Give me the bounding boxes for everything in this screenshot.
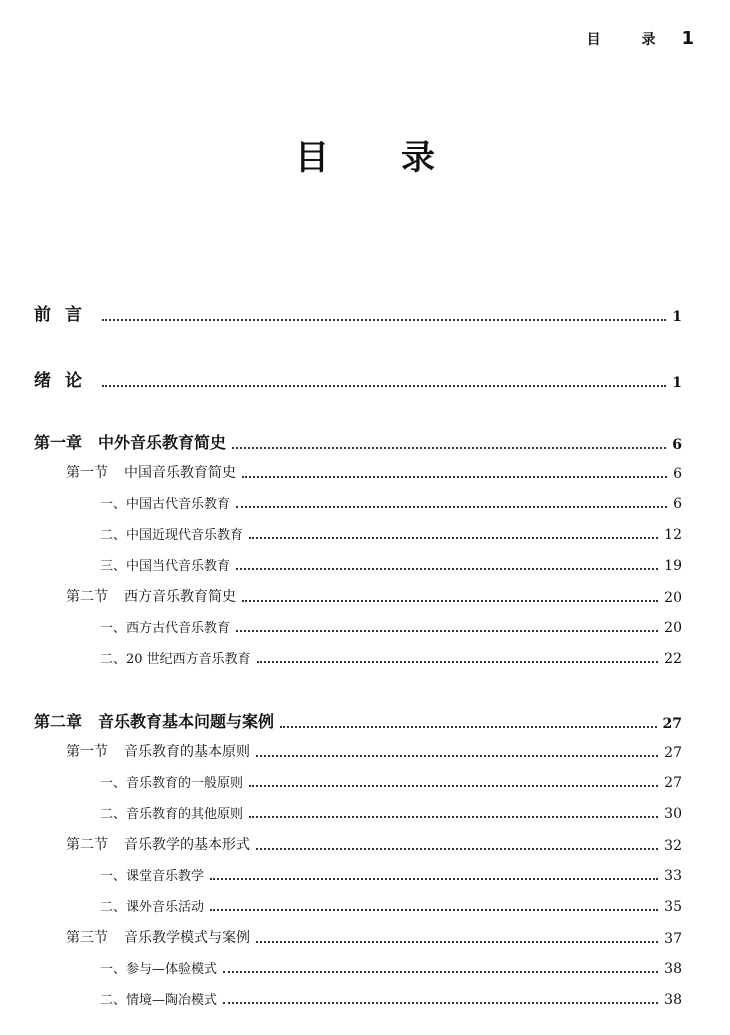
toc-dot-leader — [249, 785, 658, 787]
toc-entry[interactable] — [66, 741, 682, 761]
toc-entry-label: 二、情境—陶冶模式 — [100, 993, 218, 1008]
running-head-title: 目 录 — [586, 32, 674, 48]
toc-dot-leader — [249, 816, 658, 818]
toc-entry-page: 37 — [664, 931, 682, 947]
toc-dot-leader — [257, 661, 658, 663]
toc-dot-leader — [210, 878, 658, 880]
toc-entry-label — [66, 462, 236, 482]
toc-entry-page: 27 — [664, 775, 682, 791]
toc-entry-label — [66, 834, 250, 854]
toc-entry-number: 第二节 — [66, 837, 108, 853]
toc-entry[interactable] — [34, 709, 682, 732]
toc-entry-page: 1 — [672, 375, 682, 391]
toc-entry[interactable] — [100, 958, 682, 977]
toc-entry-page: 22 — [664, 651, 682, 667]
toc-entry-page: 32 — [664, 838, 682, 854]
toc-dot-leader — [236, 630, 658, 632]
toc-dot-leader — [256, 848, 658, 850]
toc-entry-label: 前言 — [34, 305, 96, 325]
toc-entry-page: 6 — [673, 496, 682, 512]
toc-entry-page: 20 — [664, 590, 682, 606]
toc-entry[interactable] — [100, 493, 682, 512]
toc-entry-page: 27 — [664, 745, 682, 761]
toc-entry-label: 一、课堂音乐教学 — [100, 869, 205, 884]
toc-entry-number: 第二章 — [34, 712, 83, 731]
toc-entry-label: 一、中国古代音乐教育 — [100, 497, 231, 512]
toc-entry-label: 绪论 — [34, 371, 96, 391]
toc-entry[interactable] — [34, 366, 682, 391]
toc-entry-label — [66, 741, 250, 761]
toc-entry-label: 一、西方古代音乐教育 — [100, 621, 231, 636]
toc-entry-label: 二、音乐教育的其他原则 — [100, 807, 244, 822]
running-head-page-number: 1 — [681, 28, 694, 49]
toc-entry[interactable] — [66, 586, 682, 606]
toc-dot-leader — [102, 385, 666, 387]
toc-entry-page: 12 — [664, 527, 682, 543]
toc-entry-title: 中国音乐教育简史 — [124, 465, 236, 481]
page-title-char-1: 目 — [295, 138, 329, 178]
toc-entry-title: 音乐教学模式与案例 — [124, 930, 250, 946]
toc-entry-page: 1 — [672, 309, 682, 325]
toc-entry[interactable] — [66, 462, 682, 482]
toc-entry-title: 音乐教育的基本原则 — [124, 744, 250, 760]
toc-dot-leader — [280, 726, 656, 728]
toc-entry-number: 第一章 — [34, 433, 83, 452]
toc-entry-label: 二、课外音乐活动 — [100, 900, 205, 915]
toc-entry[interactable] — [100, 772, 682, 791]
toc-entry-label: 二、中国近现代音乐教育 — [100, 528, 244, 543]
toc-entry-page: 33 — [664, 868, 682, 884]
toc-entry-number: 第一节 — [66, 465, 108, 481]
page-title — [0, 130, 730, 179]
toc-dot-leader — [223, 971, 658, 973]
toc-entry[interactable] — [100, 896, 682, 915]
toc-dot-leader — [232, 447, 666, 449]
toc-entry-page: 19 — [664, 558, 682, 574]
toc-entry[interactable] — [100, 648, 682, 667]
toc-dot-leader — [223, 1002, 658, 1004]
toc-entry-label — [34, 709, 274, 732]
toc-entry[interactable] — [100, 555, 682, 574]
toc-entry-page: 20 — [664, 620, 682, 636]
toc-entry-page: 35 — [664, 899, 682, 915]
toc-dot-leader — [249, 537, 658, 539]
toc-entry[interactable] — [34, 300, 682, 325]
toc-entry[interactable] — [100, 865, 682, 884]
page-title-char-2: 录 — [401, 138, 435, 178]
running-head — [587, 28, 694, 49]
toc-dot-leader — [236, 506, 667, 508]
toc-entry-number: 第二节 — [66, 589, 108, 605]
toc-entry[interactable] — [66, 927, 682, 947]
toc-entry[interactable] — [34, 430, 682, 453]
toc-dot-leader — [256, 941, 658, 943]
toc-entry-label — [66, 586, 236, 606]
toc-entry-label — [34, 430, 226, 453]
toc-entry-title: 中外音乐教育简史 — [98, 433, 227, 452]
toc-entry-page: 6 — [673, 466, 682, 482]
toc-dot-leader — [242, 600, 658, 602]
toc-dot-leader — [242, 476, 667, 478]
toc-entry-page: 6 — [672, 437, 682, 453]
toc-entry-number: 第三节 — [66, 930, 108, 946]
toc-entry-title: 音乐教育基本问题与案例 — [98, 712, 275, 731]
toc-entry[interactable] — [100, 989, 682, 1008]
toc-dot-leader — [210, 909, 658, 911]
toc-entry-page: 30 — [664, 806, 682, 822]
toc-entry-label: 一、音乐教育的一般原则 — [100, 776, 244, 791]
toc-entry-page: 38 — [664, 961, 682, 977]
toc-entry-label: 二、20 世纪西方音乐教育 — [100, 652, 251, 667]
toc-entry-title: 西方音乐教育简史 — [124, 589, 236, 605]
toc-entry-page: 27 — [662, 716, 682, 732]
toc-entry-number: 第一节 — [66, 744, 108, 760]
toc-entry[interactable] — [100, 617, 682, 636]
toc-entry-label: 一、参与—体验模式 — [100, 962, 218, 977]
toc-entry[interactable] — [100, 524, 682, 543]
toc-entry-label: 三、中国当代音乐教育 — [100, 559, 231, 574]
toc-dot-leader — [102, 319, 666, 321]
toc-dot-leader — [236, 568, 658, 570]
toc-entry[interactable] — [100, 803, 682, 822]
toc-dot-leader — [256, 755, 658, 757]
toc-entry[interactable] — [66, 834, 682, 854]
toc-entry-page: 38 — [664, 992, 682, 1008]
toc-entry-label — [66, 927, 250, 947]
toc-entry-title: 音乐教学的基本形式 — [124, 837, 250, 853]
